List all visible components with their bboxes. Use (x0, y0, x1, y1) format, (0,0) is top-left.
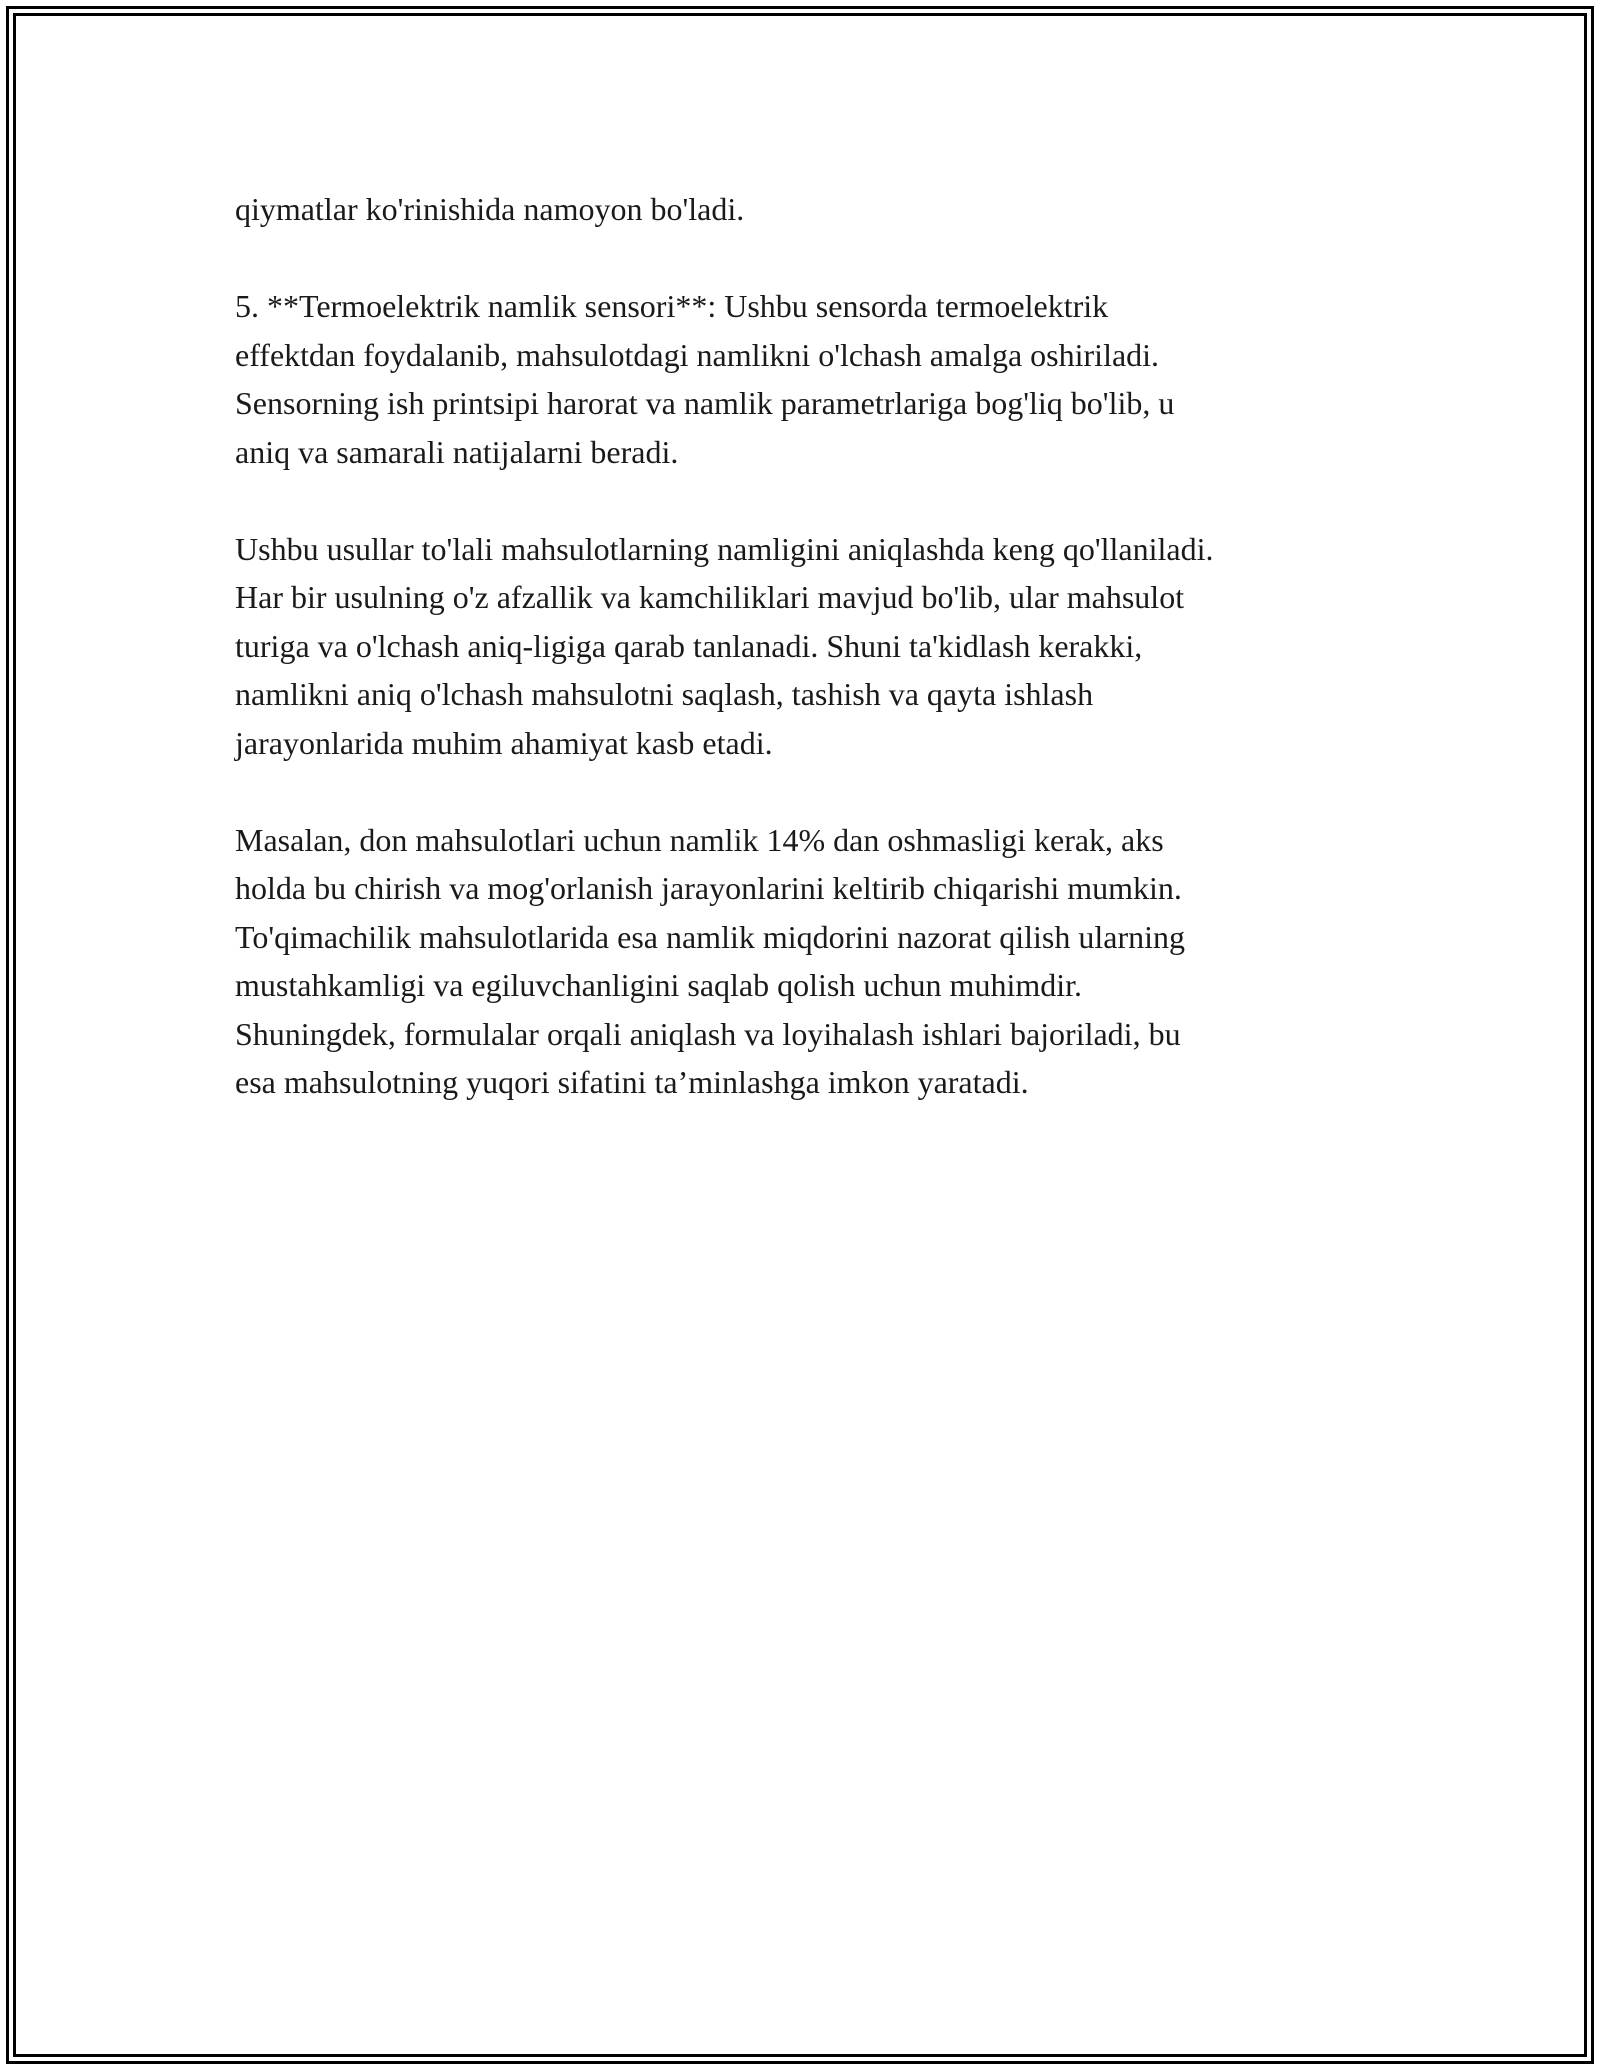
text-line: aniq va samarali natijalarni beradi. (235, 433, 679, 470)
text-line: jarayonlarida muhim ahamiyat kasb etadi. (235, 724, 773, 761)
text-line: 5. **Termoelektrik namlik sensori**: Ushbu sensorda termoelektrik (235, 288, 1109, 324)
paragraph-1 (235, 185, 1375, 234)
text-line: namlikni aniq o'lchash mahsulotni saqlash, tashish va qayta ishlash (235, 676, 1094, 712)
paragraph-3 (235, 525, 1375, 768)
text-line: Ushbu usullar to'lali mahsulotlarning namligini aniqlashda keng qo'llaniladi. (235, 530, 1214, 567)
paragraph-2 (235, 282, 1375, 476)
text-line: Shuningdek, formulalar orqali aniqlash va loyihalash ishlari bajoriladi, bu (235, 1015, 1181, 1052)
text-line: To'qimachilik mahsulotlarida esa namlik miqdorini nazorat qilish ularning (235, 918, 1185, 955)
text-line: Har bir usulning o'z afzallik va kamchiliklari mavjud bo'lib, ular mahsulot (235, 579, 1185, 615)
paragraph-spacer (235, 234, 1375, 283)
text-line: effektdan foydalanib, mahsulotdagi namlikni o'lchash amalga oshiriladi. (235, 336, 1160, 373)
text-line: esa mahsulotning yuqori sifatini ta’minlashga imkon yaratadi. (235, 1064, 1029, 1100)
text-line: Masalan, don mahsulotlari uchun namlik 14% dan oshmasligi kerak, aks (235, 821, 1164, 858)
text-line: mustahkamligi va egiluvchanligini saqlab qolish uchun muhimdir. (235, 967, 1082, 1003)
text-line: Sensorning ish printsipi harorat va namlik parametrlariga bog'liq bo'lib, u (235, 385, 1175, 421)
document-body (235, 185, 1375, 1107)
paragraph-4 (235, 816, 1375, 1107)
paragraph-spacer (235, 767, 1375, 816)
text-line: turiga va o'lchash aniq-ligiga qarab tanlanadi. Shuni ta'kidlash kerakki, (235, 627, 1143, 664)
text-line: qiymatlar ko'rinishida namoyon bo'ladi. (235, 191, 745, 227)
paragraph-spacer (235, 476, 1375, 525)
text-line: holda bu chirish va mog'orlanish jarayonlarini keltirib chiqarishi mumkin. (235, 870, 1182, 906)
